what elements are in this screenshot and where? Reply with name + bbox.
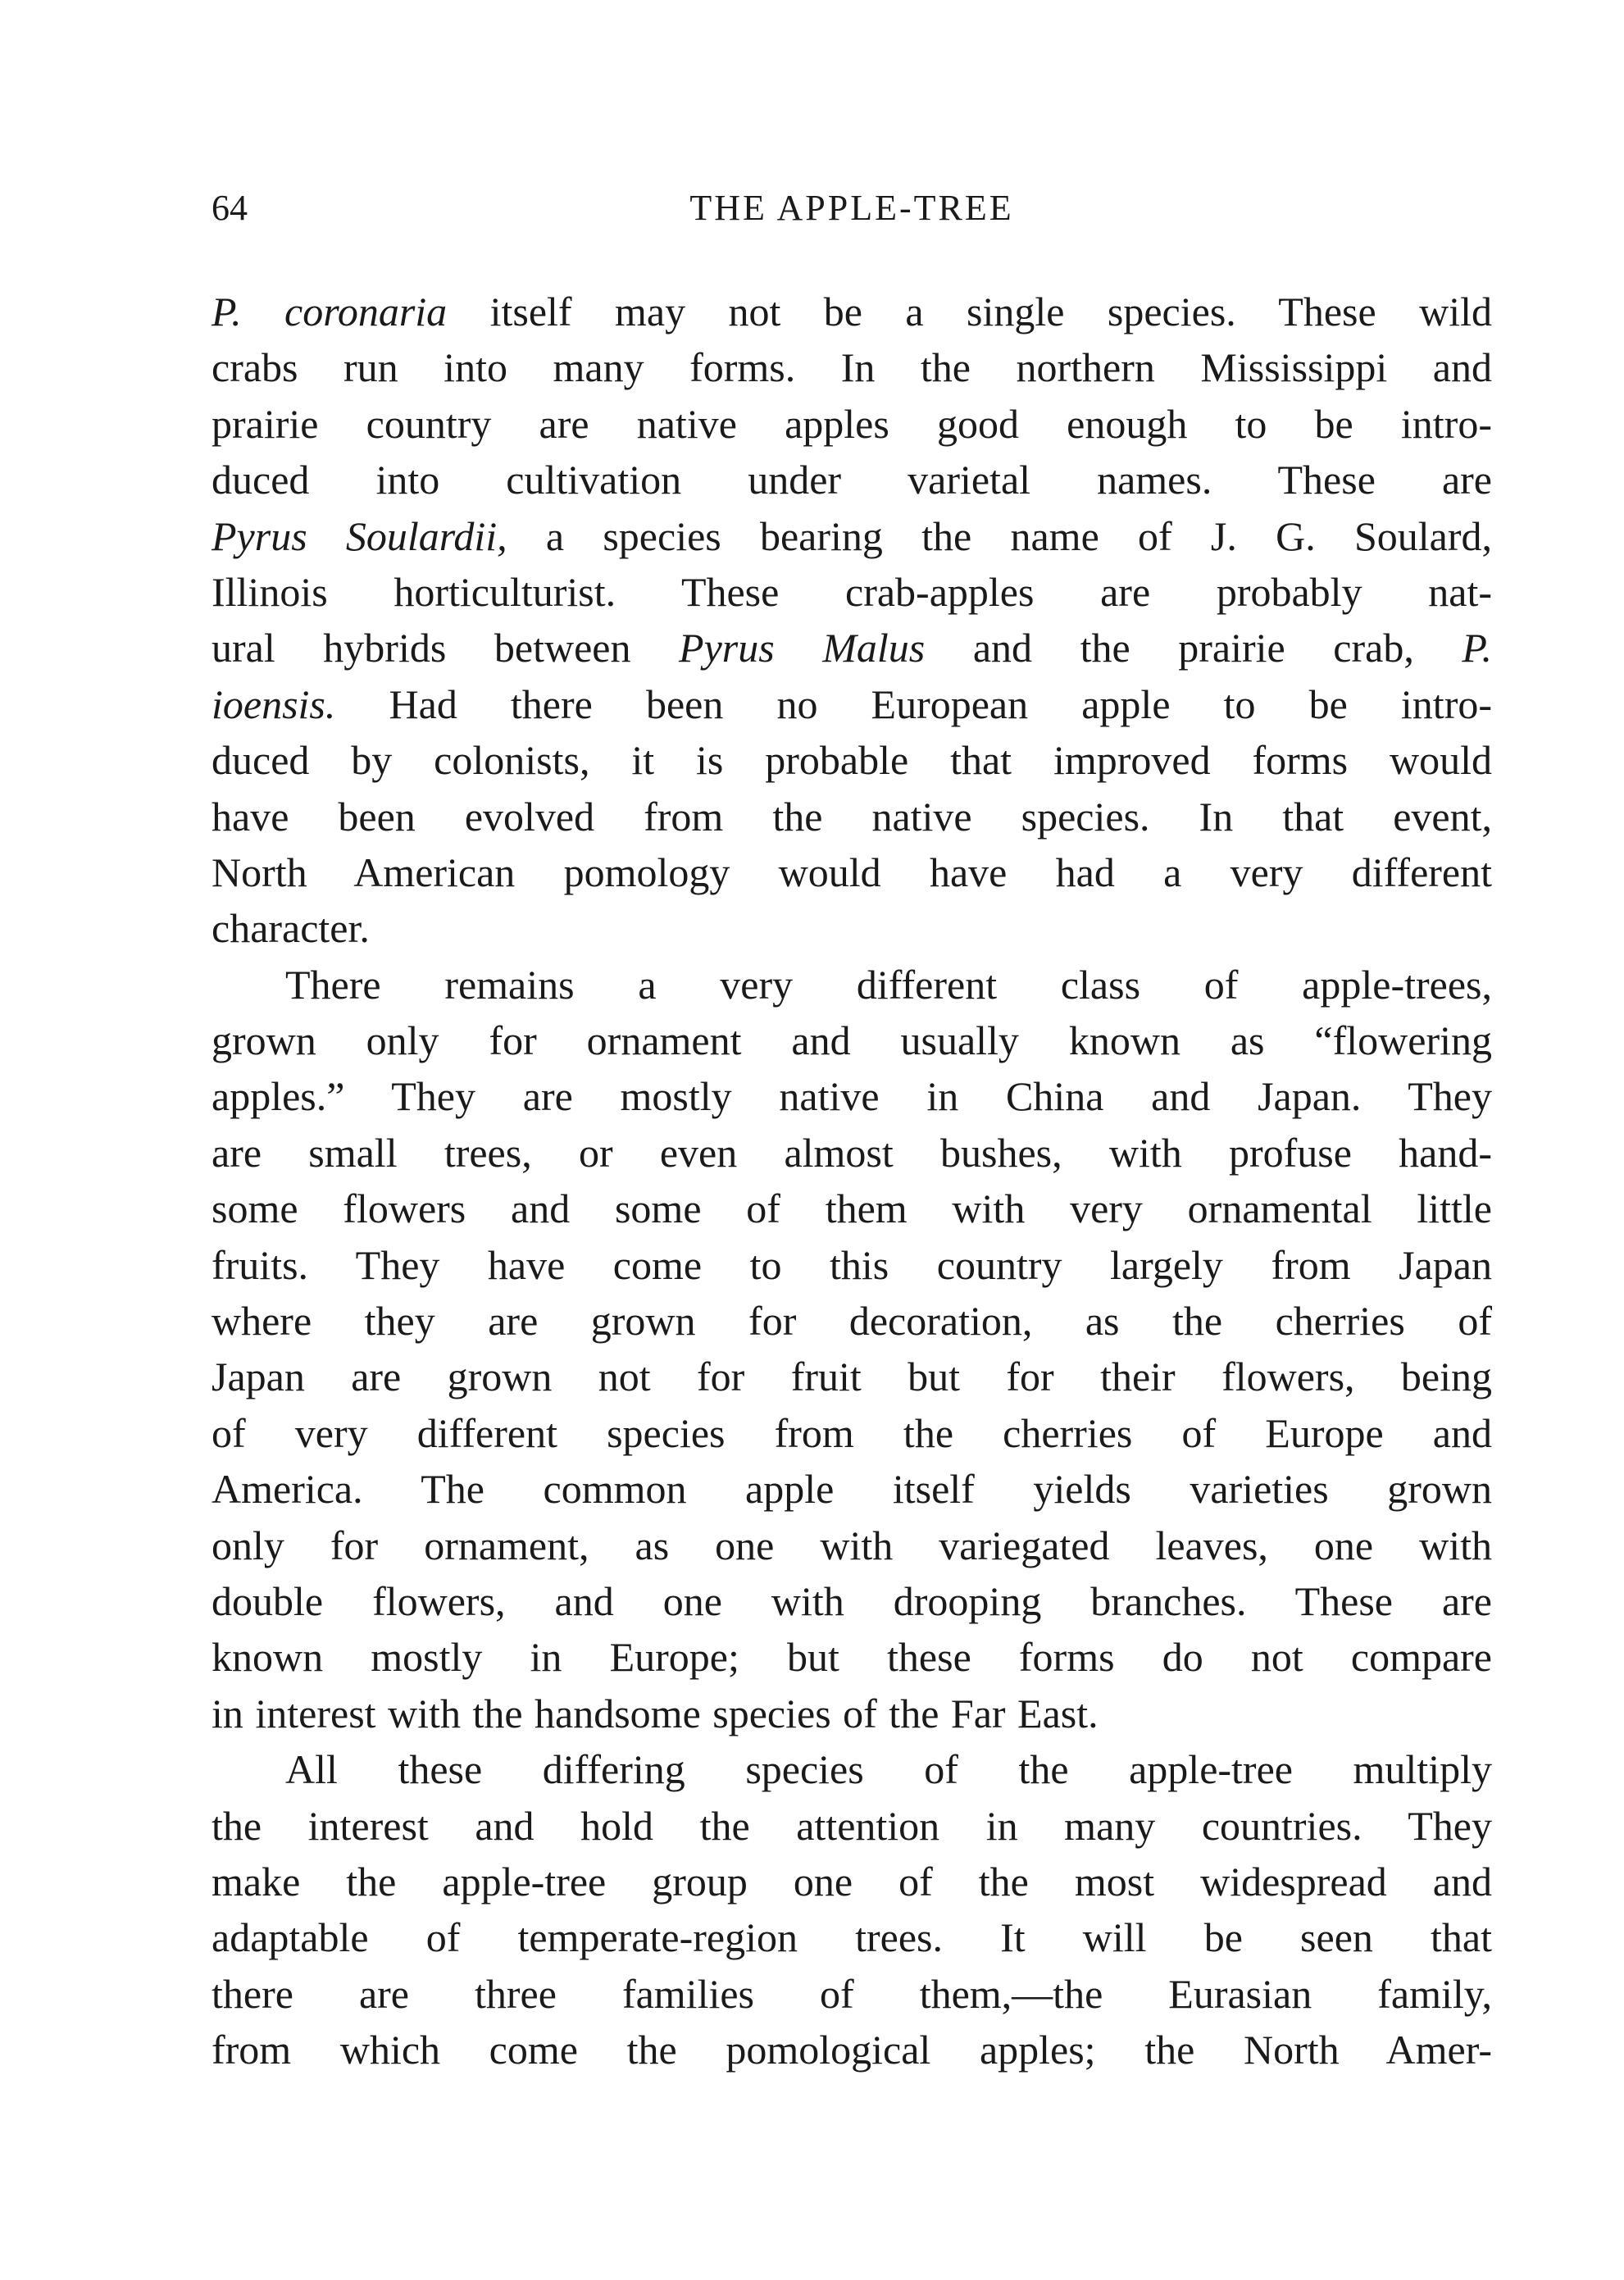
text-run: crabs run into many forms. In the northern Mississippi and bbox=[212, 344, 1492, 391]
text-run: prairie country are native apples good enough to be intro- bbox=[212, 400, 1492, 447]
paragraph bbox=[212, 284, 1492, 957]
italic-text: P. coronaria bbox=[212, 289, 448, 334]
text-line bbox=[212, 1125, 1492, 1181]
text-line bbox=[212, 1966, 1492, 2022]
text-run: itself may not be a single species. These wild bbox=[447, 289, 1492, 334]
italic-text: Pyrus Soulardii, bbox=[212, 512, 507, 559]
text-run: ural hybrids between bbox=[212, 625, 680, 671]
text-line bbox=[212, 676, 1492, 732]
text-line bbox=[212, 1909, 1492, 1965]
text-run: grown only for ornament and usually known as “flowering bbox=[212, 1017, 1492, 1064]
text-line bbox=[212, 508, 1492, 564]
text-line bbox=[212, 1013, 1492, 1068]
text-run: Japan are grown not for fruit but for their flowers, being bbox=[212, 1354, 1492, 1400]
text-line bbox=[212, 900, 1492, 956]
text-line bbox=[212, 1854, 1492, 1909]
text-run: character. bbox=[212, 905, 370, 952]
text-line bbox=[212, 1686, 1492, 1741]
text-run: the interest and hold the attention in many countries. They bbox=[212, 1802, 1492, 1849]
italic-text: ioensis. bbox=[212, 680, 336, 727]
text-line bbox=[212, 1798, 1492, 1854]
text-line bbox=[212, 339, 1492, 395]
text-run: adaptable of temperate-region trees. It will be seen that bbox=[212, 1914, 1492, 1961]
page-number: 64 bbox=[212, 188, 248, 228]
text-line bbox=[212, 452, 1492, 507]
text-line bbox=[212, 1181, 1492, 1236]
text-line bbox=[212, 564, 1492, 620]
text-run: are small trees, or even almost bushes, with profuse hand- bbox=[212, 1129, 1492, 1176]
text-run: from which come the pomological apples; the North Amer- bbox=[212, 2027, 1492, 2073]
text-line bbox=[212, 2022, 1492, 2077]
text-run: a species bearing the name of J. G. Soulard, bbox=[507, 512, 1492, 559]
text-run: in interest with the handsome species of the Far East. bbox=[212, 1690, 1099, 1736]
text-line bbox=[212, 732, 1492, 788]
running-title: THE APPLE-TREE bbox=[689, 188, 1014, 228]
text-run: fruits. They have come to this country largely from Japan bbox=[212, 1241, 1492, 1288]
text-run: All these differing species of the apple-tree multiply bbox=[285, 1746, 1492, 1793]
text-line bbox=[212, 957, 1492, 1013]
text-line bbox=[212, 396, 1492, 452]
text-run: America. The common apple itself yields varieties grown bbox=[212, 1466, 1492, 1513]
text-line bbox=[212, 1349, 1492, 1404]
text-run: some flowers and some of them with very ornamental little bbox=[212, 1186, 1492, 1232]
text-run: where they are grown for decoration, as the cherries of bbox=[212, 1298, 1492, 1345]
text-line bbox=[212, 620, 1492, 676]
text-line bbox=[212, 1518, 1492, 1573]
text-line bbox=[212, 1629, 1492, 1685]
text-run: Illinois horticulturist. These crab-apples are probably nat- bbox=[212, 568, 1492, 615]
text-run: only for ornament, as one with variegated leaves, one with bbox=[212, 1522, 1492, 1568]
text-run: There remains a very different class of apple-trees, bbox=[285, 961, 1492, 1008]
text-line bbox=[212, 1741, 1492, 1797]
text-run: duced by colonists, it is probable that improved forms would bbox=[212, 737, 1492, 784]
text-run: known mostly in Europe; but these forms do not compare bbox=[212, 1634, 1492, 1681]
text-line bbox=[212, 1461, 1492, 1517]
text-run: there are three families of them,—the Eurasian family, bbox=[212, 1970, 1492, 2017]
text-run: North American pomology would have had a very different bbox=[212, 849, 1492, 895]
text-run: duced into cultivation under varietal names. These are bbox=[212, 457, 1492, 503]
text-run: have been evolved from the native species. In that event, bbox=[212, 793, 1492, 840]
text-run: double flowers, and one with drooping branches. These are bbox=[212, 1577, 1492, 1624]
paragraph bbox=[212, 1741, 1492, 2077]
text-line bbox=[212, 284, 1492, 339]
italic-text: P. bbox=[1462, 625, 1493, 671]
text-line bbox=[212, 1237, 1492, 1293]
text-line bbox=[212, 1068, 1492, 1124]
text-line bbox=[212, 844, 1492, 900]
text-run: make the apple-tree group one of the most widespread and bbox=[212, 1858, 1492, 1905]
text-line bbox=[212, 1405, 1492, 1461]
text-run: apples.” They are mostly native in China and Japan. They bbox=[212, 1073, 1492, 1120]
text-line bbox=[212, 789, 1492, 844]
text-run: and the prairie crab, bbox=[925, 625, 1463, 671]
text-run: of very different species from the cherries of Europe and bbox=[212, 1409, 1492, 1456]
running-header bbox=[212, 187, 1492, 244]
page-body bbox=[212, 284, 1492, 2078]
text-line bbox=[212, 1573, 1492, 1629]
paragraph bbox=[212, 957, 1492, 1741]
text-line bbox=[212, 1293, 1492, 1349]
italic-text: Pyrus Malus bbox=[679, 625, 926, 671]
text-run: Had there been no European apple to be intro- bbox=[335, 680, 1492, 727]
